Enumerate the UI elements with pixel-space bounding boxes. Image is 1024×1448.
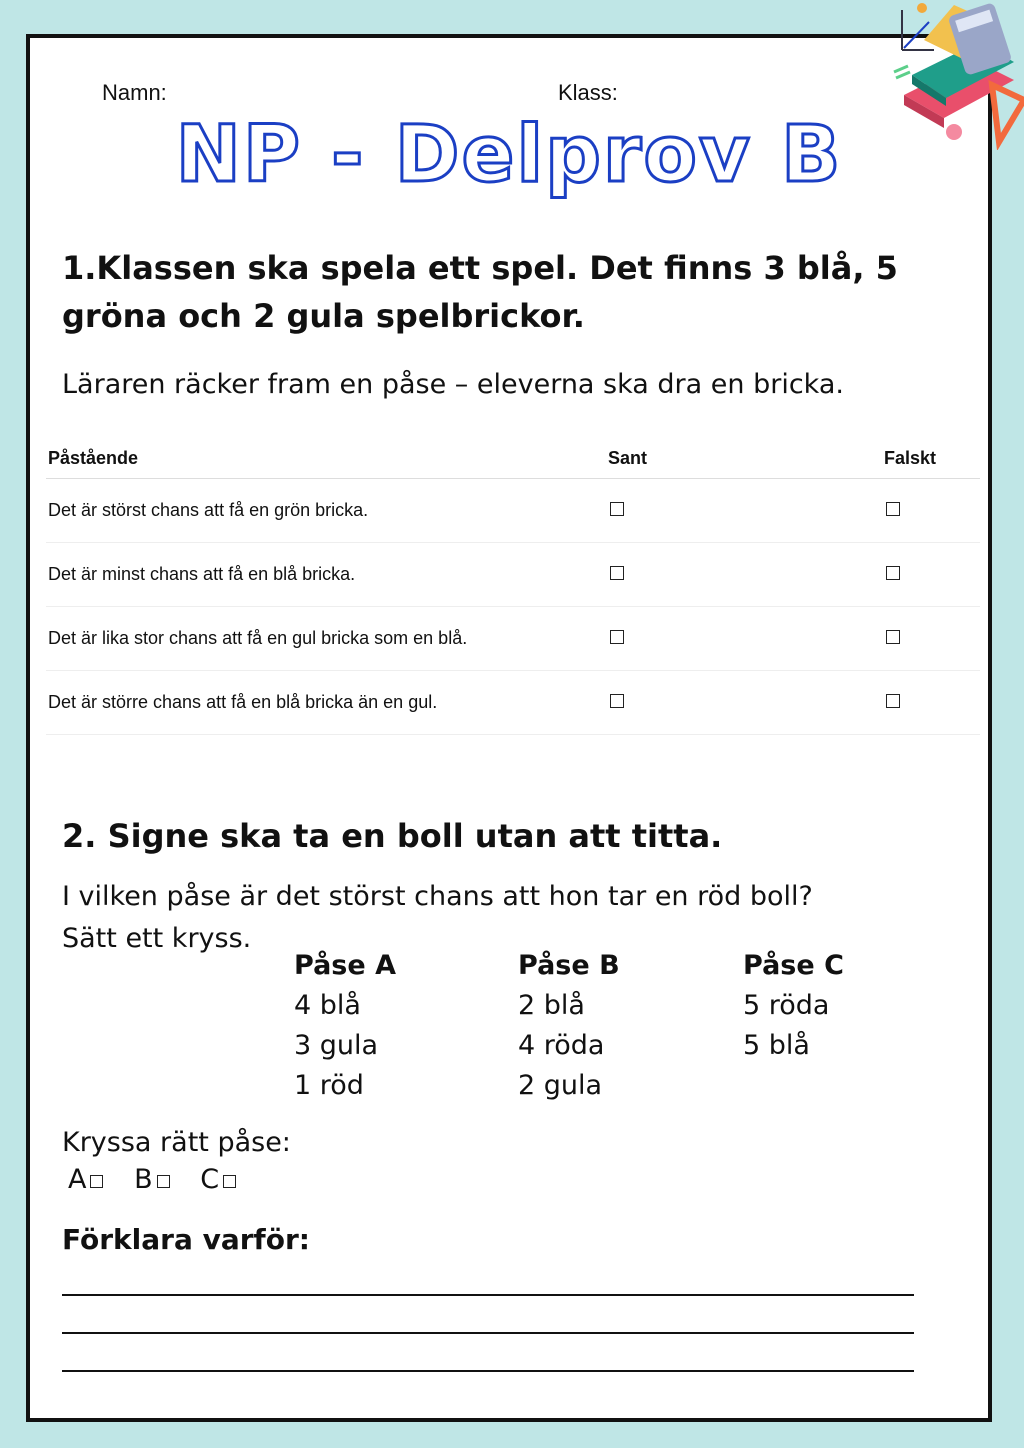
question-2-line1: I vilken påse är det störst chans att hon tar en röd boll? [62,881,813,912]
statement-text: Det är minst chans att få en blå bricka. [46,543,606,607]
choice-c[interactable] [200,1164,236,1195]
choice-a[interactable] [68,1164,103,1195]
choice-checkbox[interactable] [90,1175,103,1188]
true-checkbox[interactable] [610,566,624,580]
bag-choices [68,1164,258,1195]
answer-line[interactable] [62,1294,914,1296]
bag-b [518,946,620,1106]
bag-title: Påse B [518,950,620,981]
choice-letter: A [68,1164,87,1195]
question-1-heading: 1.Klassen ska spela ett spel. Det finns 3 blå, 5 gröna och 2 gula spelbrickor. [62,249,898,335]
choice-letter: C [200,1164,220,1195]
worksheet-page [26,34,992,1422]
question-1-intro: Läraren räcker fram en påse – eleverna ska dra en bricka. [62,369,844,400]
bag-item: 3 gula [294,1030,379,1061]
dash-icon [894,66,908,72]
false-checkbox[interactable] [886,502,900,516]
bag-item: 5 röda [743,990,830,1021]
table-row [46,543,980,607]
bag-c [743,946,844,1066]
bag-item: 2 blå [518,990,585,1021]
question-2-heading: 2. Signe ska ta en boll utan att titta. [62,817,723,855]
bag-item: 5 blå [743,1030,810,1061]
choice-checkbox[interactable] [157,1175,170,1188]
name-label: Namn: [102,80,167,105]
ruler-triangle-icon [992,85,1024,142]
graph-axes-icon [902,10,934,50]
choice-letter: B [134,1164,153,1195]
table-row [46,607,980,671]
page-title: NP - Delprov B [175,110,843,200]
class-label: Klass: [558,80,618,105]
false-checkbox[interactable] [886,694,900,708]
col-false-header: Falskt [882,438,980,479]
table-row [46,479,980,543]
true-checkbox[interactable] [610,502,624,516]
question-2-line2: Sätt ett kryss. [62,923,252,954]
answer-line[interactable] [62,1332,914,1334]
table-header-row [46,438,980,479]
bag-item: 2 gula [518,1070,603,1101]
bag-title: Påse A [294,950,396,981]
false-checkbox[interactable] [886,566,900,580]
statement-text: Det är större chans att få en blå bricka än en gul. [46,671,606,735]
false-checkbox[interactable] [886,630,900,644]
answer-line[interactable] [62,1370,914,1372]
bag-item: 1 röd [294,1070,364,1101]
choice-b[interactable] [134,1164,170,1195]
bag-a [294,946,396,1106]
statement-text: Det är lika stor chans att få en gul bricka som en blå. [46,607,606,671]
explain-label: Förklara varför: [62,1223,310,1256]
bag-title: Påse C [743,950,844,981]
bag-item: 4 röda [518,1030,605,1061]
choice-checkbox[interactable] [223,1175,236,1188]
col-statement-header: Påstående [46,438,606,479]
true-checkbox[interactable] [610,694,624,708]
true-checkbox[interactable] [610,630,624,644]
statement-text: Det är störst chans att få en grön bricka. [46,479,606,543]
math-supplies-icon [874,0,1024,150]
dot-icon [946,124,962,140]
dot-icon [917,3,927,13]
col-true-header: Sant [606,438,882,479]
bag-item: 4 blå [294,990,361,1021]
statement-table [46,438,980,735]
dash-icon [896,72,910,78]
table-row [46,671,980,735]
choose-bag-label: Kryssa rätt påse: [62,1127,291,1158]
